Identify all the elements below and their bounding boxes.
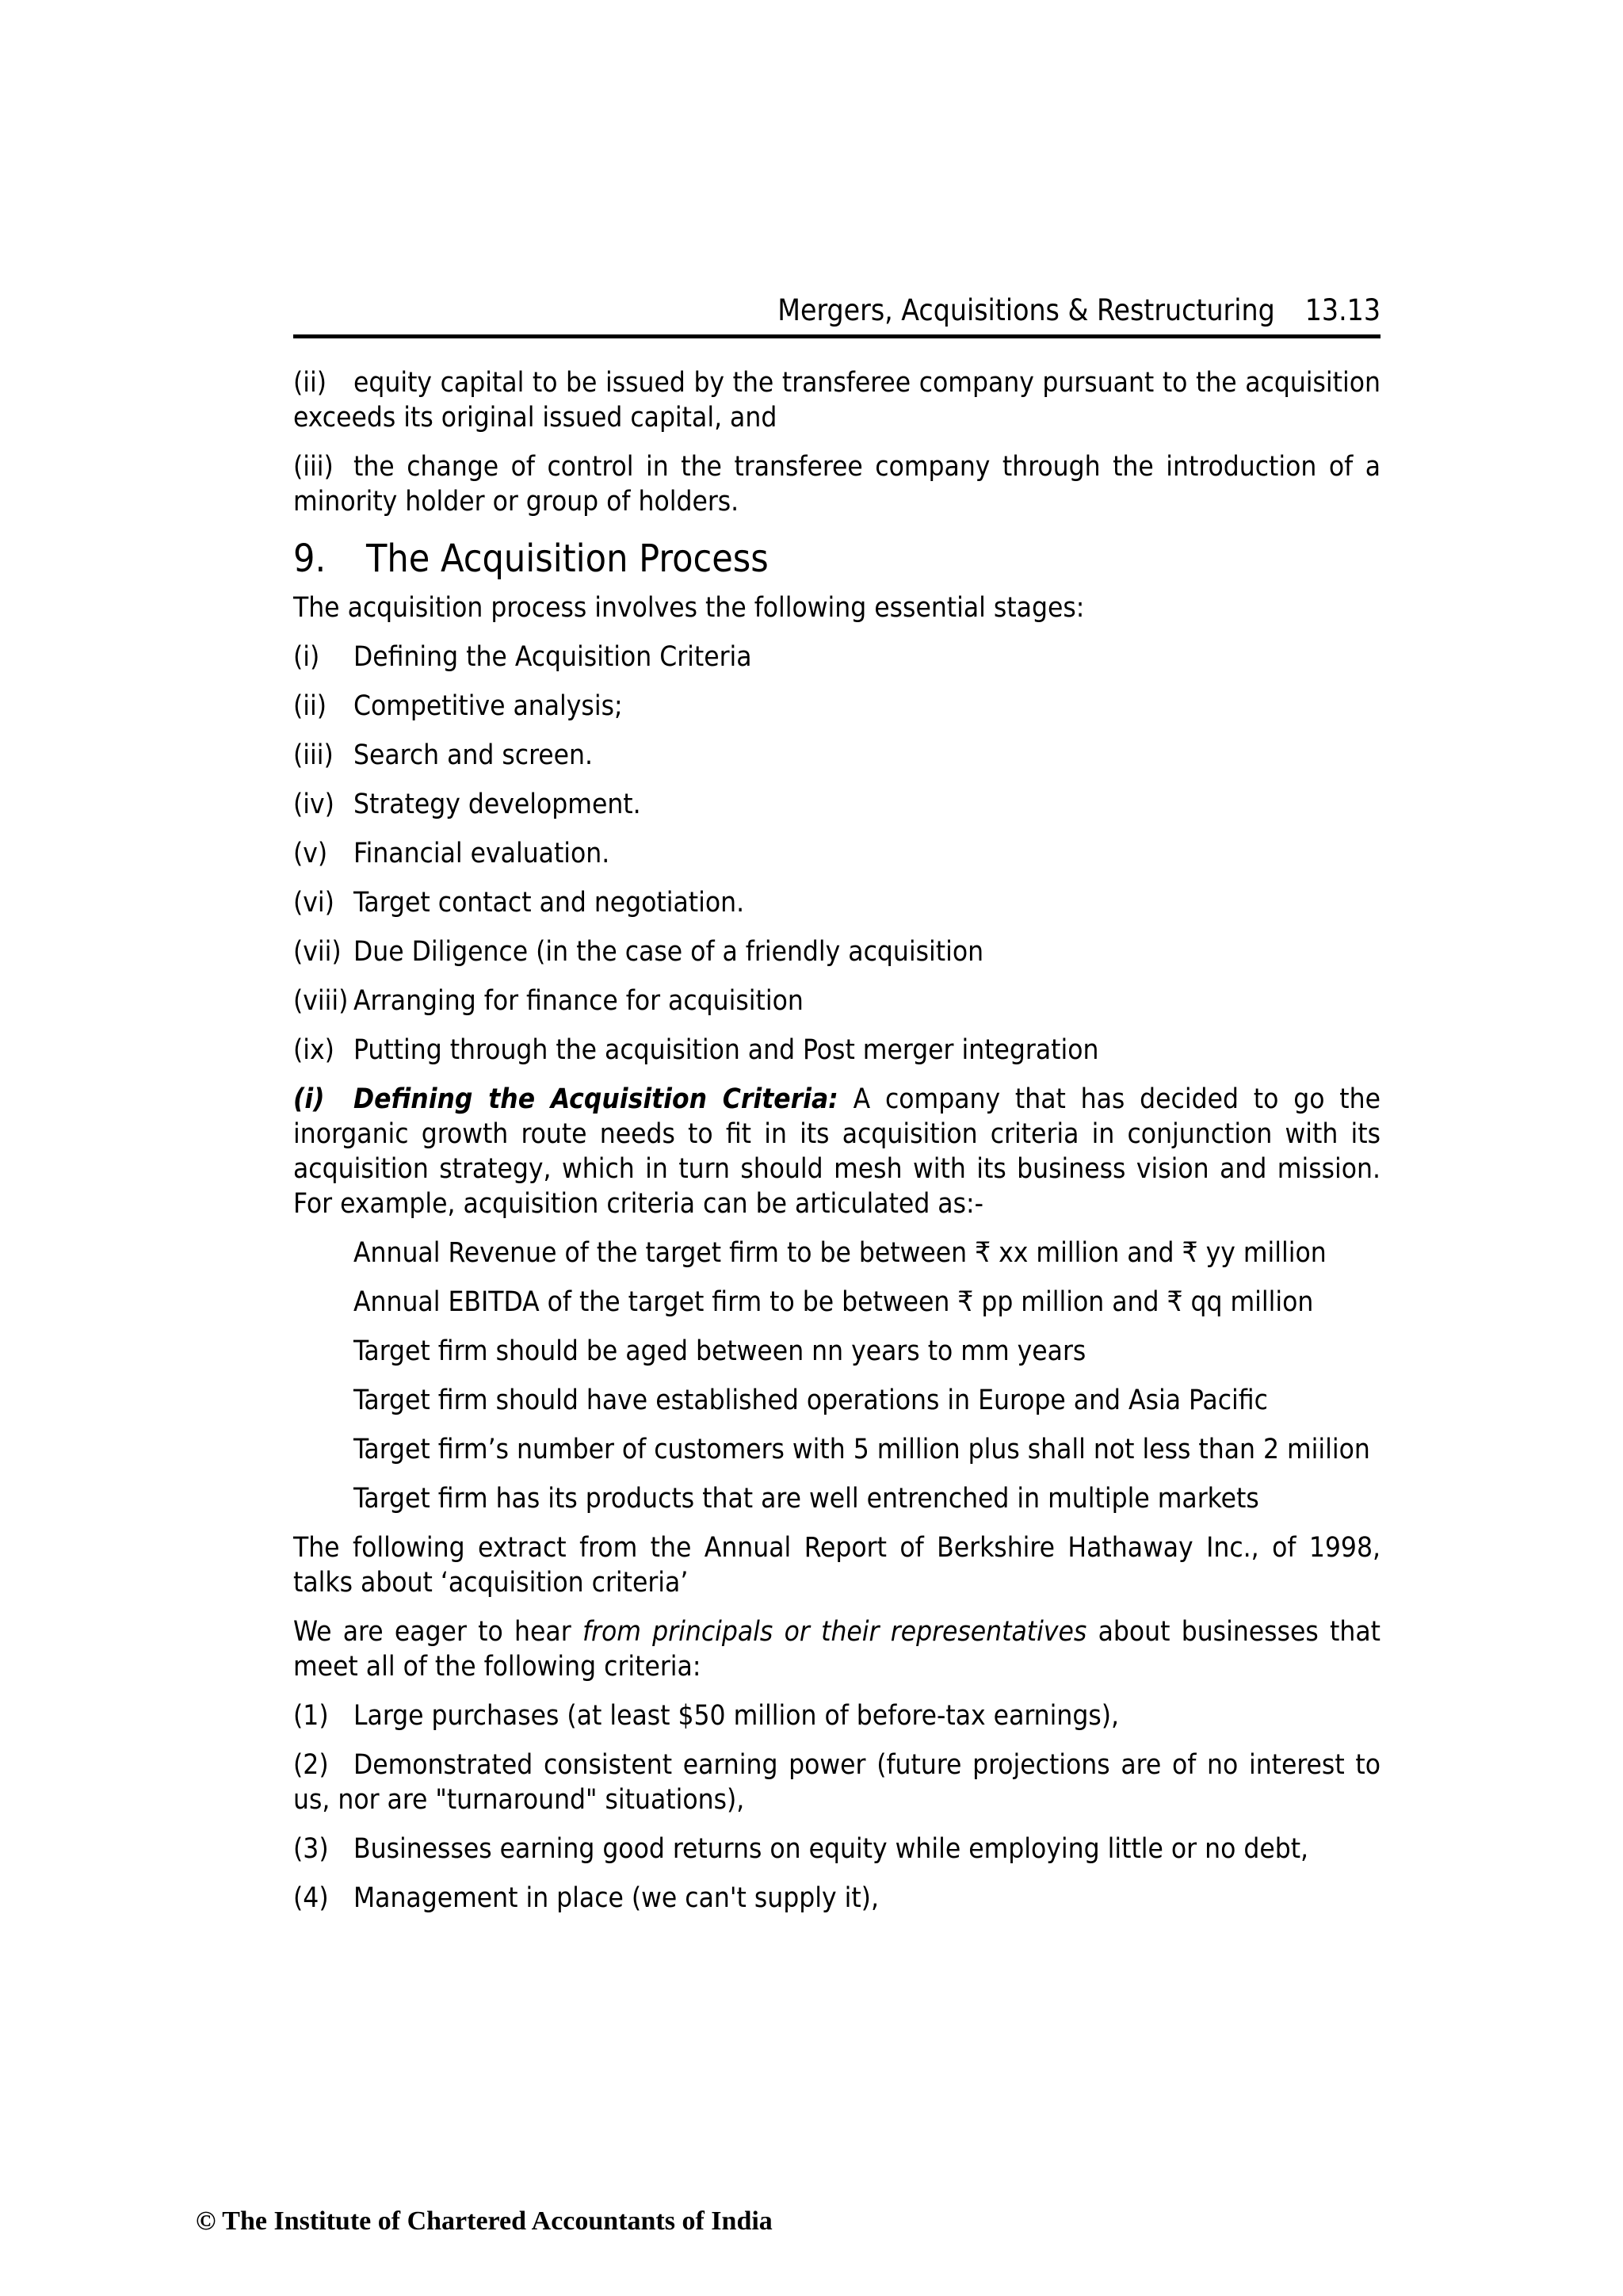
list-item <box>293 640 1381 674</box>
list-item-label: (iii) <box>293 739 334 771</box>
list-item <box>293 885 1381 920</box>
section-title: The Acquisition Process <box>366 537 769 581</box>
list-item <box>293 787 1381 822</box>
berkshire-item-4 <box>293 1881 1381 1916</box>
section-number: 9. <box>293 537 327 581</box>
berkshire-item-3 <box>293 1832 1381 1866</box>
list-item: Target firm should be aged between nn years to mm years <box>353 1335 1086 1367</box>
list-item-text: Search and screen. <box>353 739 593 771</box>
list-item: Annual Revenue of the target firm to be between ₹ xx million and ₹ yy million <box>353 1237 1327 1269</box>
page-number: 13.13 <box>1304 293 1381 327</box>
list-item-text: Strategy development. <box>353 789 641 820</box>
list-item-label: (v) <box>293 838 328 869</box>
list-item-label: (i) <box>293 641 320 673</box>
list-item-label: (3) <box>293 1833 329 1865</box>
criteria-title: Defining the Acquisition Criteria: <box>353 1083 838 1115</box>
list-item <box>293 934 1381 969</box>
list-item-label: (2) <box>293 1749 329 1781</box>
intro-item-text: the change of control in the transferee company through the introduction of a minority holder or group of holders. <box>293 451 1381 518</box>
list-item: Target firm has its products that are well entrenched in multiple markets <box>353 1483 1259 1515</box>
section-heading <box>293 537 1381 581</box>
list-item-text: Large purchases (at least $50 million of before-tax earnings), <box>353 1700 1120 1732</box>
list-item-text: Due Diligence (in the case of a friendly acquisition <box>353 936 984 968</box>
list-item-text: Management in place (we can't supply it), <box>353 1882 879 1914</box>
list-item <box>293 689 1381 724</box>
list-item: Target firm should have established operations in Europe and Asia Pacific <box>353 1385 1268 1416</box>
list-item-label: (vii) <box>293 936 342 968</box>
section-intro: The acquisition process involves the following essential stages: <box>293 592 1085 624</box>
list-item-label: (ix) <box>293 1034 334 1066</box>
criteria-list <box>293 1236 1381 1516</box>
list-item-label: (vi) <box>293 887 334 919</box>
list-item-text: Putting through the acquisition and Post merger integration <box>353 1034 1099 1066</box>
list-item <box>293 984 1381 1018</box>
list-item-text: Arranging for finance for acquisition <box>353 985 804 1017</box>
list-item <box>293 836 1381 871</box>
list-item <box>293 1033 1381 1068</box>
criteria-text: A company that has decided to go the inorganic growth route needs to fit in its acquisition criteria in conjunction with its acquisition strategy, which in turn should mesh with its business vision and mission. For example, acquisition criteria can be articulated as:- <box>293 1083 1381 1220</box>
copyright-footer: © The Institute of Chartered Accountants of India <box>196 2206 773 2236</box>
berkshire-item-2 <box>293 1748 1381 1817</box>
intro-item-iii <box>293 449 1381 519</box>
list-item-text: Competitive analysis; <box>353 690 623 722</box>
list-item-text: Demonstrated consistent earning power (future projections are of no interest to us, nor are "turnaround" situations), <box>293 1749 1381 1816</box>
list-item-label: (viii) <box>293 985 349 1017</box>
intro-item-label: (iii) <box>293 451 334 483</box>
header-title: Mergers, Acquisitions & Restructuring <box>777 293 1275 327</box>
list-item-text: Defining the Acquisition Criteria <box>353 641 752 673</box>
list-item <box>293 738 1381 773</box>
eager-emphasis: from principals or their representatives <box>582 1616 1087 1648</box>
list-item: Target firm’s number of customers with 5 million plus shall not less than 2 miilion <box>353 1434 1370 1465</box>
list-item-label: (1) <box>293 1700 329 1732</box>
intro-item-label: (ii) <box>293 367 327 399</box>
stages-list <box>293 640 1381 1068</box>
running-header <box>293 293 1381 338</box>
eager-post: about businesses that meet all of the following criteria: <box>293 1616 1381 1683</box>
eager-pre: We are eager to hear <box>293 1616 582 1648</box>
page-content <box>293 293 1381 1916</box>
criteria-paragraph <box>293 1082 1381 1221</box>
list-item-label: (ii) <box>293 690 327 722</box>
intro-item-ii <box>293 365 1381 435</box>
berkshire-eager-paragraph <box>293 1614 1381 1684</box>
berkshire-extract-intro: The following extract from the Annual Report of Berkshire Hathaway Inc., of 1998, talks about ‘acquisition criteria’ <box>293 1532 1381 1599</box>
list-item-text: Target contact and negotiation. <box>353 887 745 919</box>
list-item-text: Financial evaluation. <box>353 838 610 869</box>
list-item-text: Businesses earning good returns on equity while employing little or no debt, <box>353 1833 1309 1865</box>
list-item-label: (iv) <box>293 789 334 820</box>
criteria-label: (i) <box>293 1083 325 1115</box>
list-item-label: (4) <box>293 1882 329 1914</box>
berkshire-item-1 <box>293 1698 1381 1733</box>
list-item: Annual EBITDA of the target firm to be between ₹ pp million and ₹ qq million <box>353 1286 1314 1318</box>
intro-item-text: equity capital to be issued by the transferee company pursuant to the acquisition exceeds its original issued capital, and <box>293 367 1381 434</box>
